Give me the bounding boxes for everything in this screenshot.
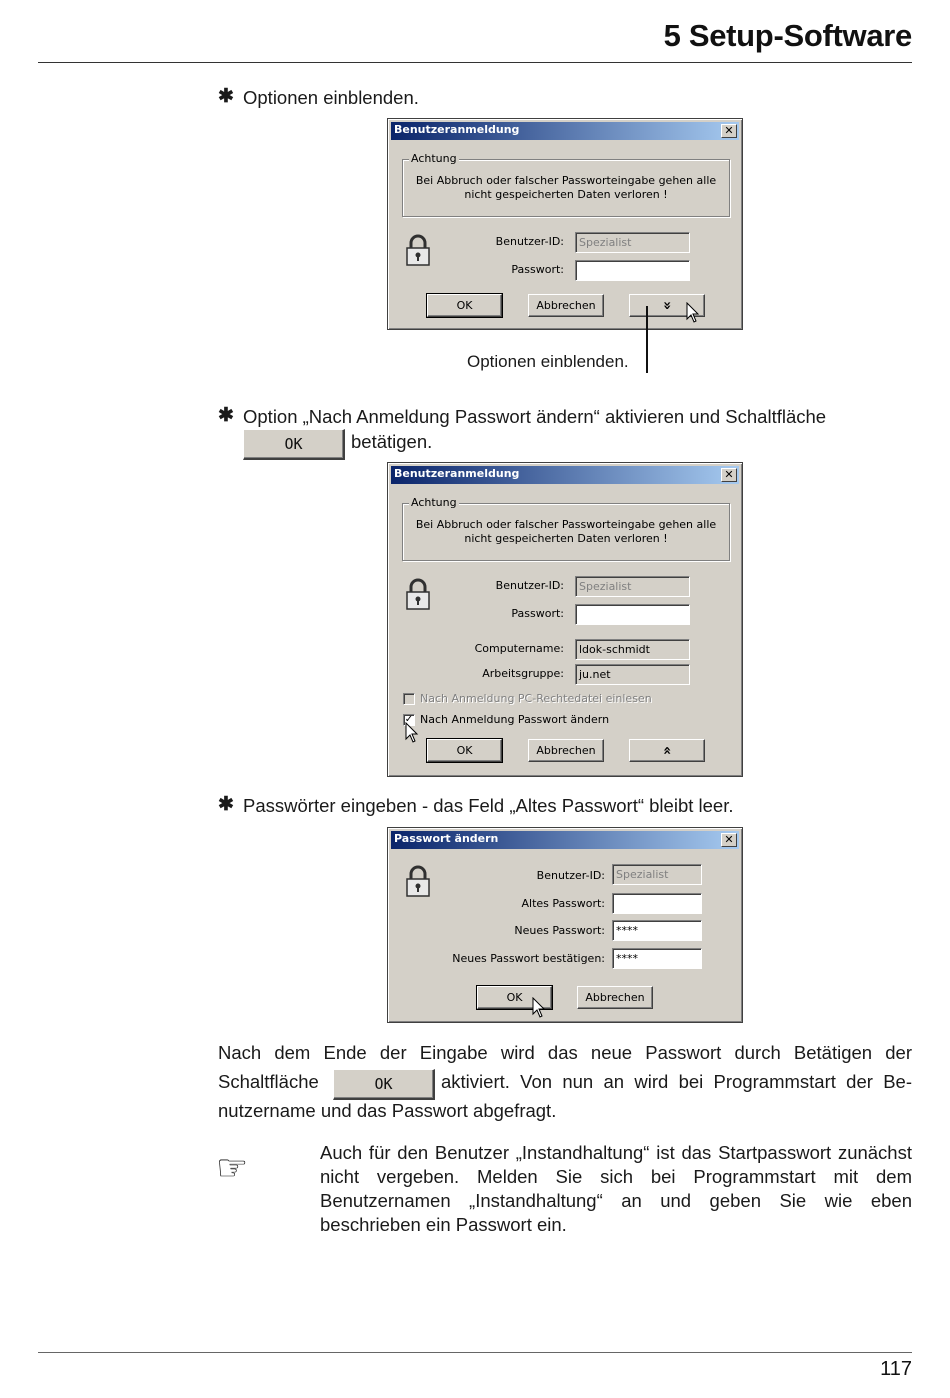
- paragraph-line-3: nutzername und das Passwort abgefragt.: [218, 1100, 557, 1121]
- warning-text: Bei Abbruch oder falscher Passworteingabe gehen alle nicht gespeicherten Daten verloren !: [415, 518, 717, 545]
- footer-rule: [38, 1352, 912, 1353]
- old-password-field[interactable]: [612, 893, 702, 914]
- dialog-titlebar: [391, 466, 739, 484]
- user-id-field[interactable]: Spezialist: [575, 576, 690, 597]
- inline-ok-button-image: OK: [243, 429, 345, 460]
- mouse-cursor-icon: [405, 722, 419, 744]
- change-password-label[interactable]: Nach Anmeldung Passwort ändern: [420, 713, 610, 726]
- new-password-label: Neues Passwort:: [514, 924, 605, 937]
- mouse-cursor-icon: [686, 302, 700, 324]
- lock-icon: [404, 864, 432, 898]
- step-2: [218, 405, 918, 429]
- dialog-title: Benutzeranmeldung: [394, 123, 520, 136]
- dialog-titlebar: [391, 122, 739, 140]
- warning-text: Bei Abbruch oder falscher Passworteingabe gehen alle nicht gespeicherten Daten verloren !: [415, 174, 717, 201]
- step-3: [218, 794, 918, 818]
- password-field[interactable]: [575, 260, 690, 281]
- password-field[interactable]: [575, 604, 690, 625]
- change-password-dialog: [387, 827, 743, 1023]
- step-1-text: Optionen einblenden.: [243, 87, 419, 108]
- lock-icon: [404, 233, 432, 267]
- step-bullet: ✱: [218, 86, 234, 107]
- old-password-label: Altes Passwort:: [521, 897, 605, 910]
- user-id-field[interactable]: Spezialist: [575, 232, 690, 253]
- login-dialog-expanded: [387, 462, 743, 777]
- ok-button[interactable]: OK: [427, 294, 502, 317]
- callout-line: [646, 306, 648, 373]
- close-button[interactable]: ✕: [721, 833, 737, 847]
- chevron-double-down-icon: »: [659, 300, 676, 311]
- password-label: Passwort:: [511, 607, 564, 620]
- workgroup-field: ju.net: [575, 664, 690, 685]
- dialog-title: Benutzeranmeldung: [394, 467, 520, 480]
- header-rule: [38, 62, 912, 63]
- computername-label: Computername:: [474, 642, 564, 655]
- paragraph-line-2b: aktiviert. Von nun an wird bei Programmstart der Be-: [441, 1071, 912, 1092]
- password-label: Passwort:: [511, 263, 564, 276]
- login-dialog-collapsed: [387, 118, 743, 330]
- read-rights-checkbox: [403, 693, 415, 705]
- paragraph-line-1: Nach dem Ende der Eingabe wird das neue Passwort durch Betätigen der: [218, 1042, 912, 1063]
- dialog-titlebar: [391, 831, 739, 849]
- paragraph-line-2a: Schaltfläche: [218, 1071, 319, 1092]
- step-2-text-line2: betätigen.: [351, 431, 433, 452]
- workgroup-label: Arbeitsgruppe:: [482, 667, 564, 680]
- warning-group: [402, 152, 730, 217]
- warning-legend: Achtung: [411, 152, 457, 165]
- lock-icon: [404, 577, 432, 611]
- confirm-password-label: Neues Passwort bestätigen:: [452, 952, 605, 965]
- new-password-field[interactable]: ****: [612, 920, 702, 941]
- ok-button[interactable]: OK: [427, 739, 502, 762]
- cancel-button[interactable]: Abbrechen: [528, 294, 604, 317]
- computername-field: ldok-schmidt: [575, 639, 690, 660]
- step-2-text-line1: Option „Nach Anmeldung Passwort ändern“ aktivieren und Schaltfläche: [243, 406, 827, 427]
- user-id-label: Benutzer-ID:: [495, 235, 564, 248]
- note-text: Auch für den Benutzer „Instandhaltung“ ist das Startpasswort zunächst nicht vergeben. Melden Sie sich bei Programmstart mit dem Benutzernamen „Instandhaltung“ an und geben Sie wie eben beschrieben ein Passwort ein.: [320, 1142, 912, 1235]
- confirm-password-field[interactable]: ****: [612, 948, 702, 969]
- callout-label: Optionen einblenden.: [467, 352, 629, 371]
- pointing-hand-icon: ☞: [216, 1147, 249, 1188]
- inline-ok-button-image: OK: [333, 1069, 435, 1100]
- warning-group: [402, 496, 730, 561]
- read-rights-label: Nach Anmeldung PC-Rechtedatei einlesen: [420, 692, 652, 705]
- step-1: [218, 86, 618, 110]
- change-password-checkbox[interactable]: ✓: [404, 714, 414, 725]
- mouse-cursor-icon: [532, 997, 546, 1019]
- collapse-options-button[interactable]: [629, 739, 705, 762]
- step-bullet: ✱: [218, 405, 234, 426]
- ok-button[interactable]: OK: [477, 986, 552, 1009]
- chevron-double-up-icon: «: [659, 745, 676, 756]
- user-id-label: Benutzer-ID:: [536, 869, 605, 882]
- close-button[interactable]: ✕: [721, 468, 737, 482]
- user-id-label: Benutzer-ID:: [495, 579, 564, 592]
- page-number: 117: [880, 1358, 912, 1380]
- step-3-text: Passwörter eingeben - das Feld „Altes Passwort“ bleibt leer.: [243, 795, 734, 816]
- dialog-title: Passwort ändern: [394, 832, 499, 845]
- chapter-title: 5 Setup-Software: [663, 18, 912, 53]
- user-id-field[interactable]: Spezialist: [612, 864, 702, 885]
- cancel-button[interactable]: Abbrechen: [528, 739, 604, 762]
- cancel-button[interactable]: Abbrechen: [577, 986, 653, 1009]
- warning-legend: Achtung: [411, 496, 457, 509]
- step-bullet: ✱: [218, 794, 234, 815]
- close-button[interactable]: ✕: [721, 124, 737, 138]
